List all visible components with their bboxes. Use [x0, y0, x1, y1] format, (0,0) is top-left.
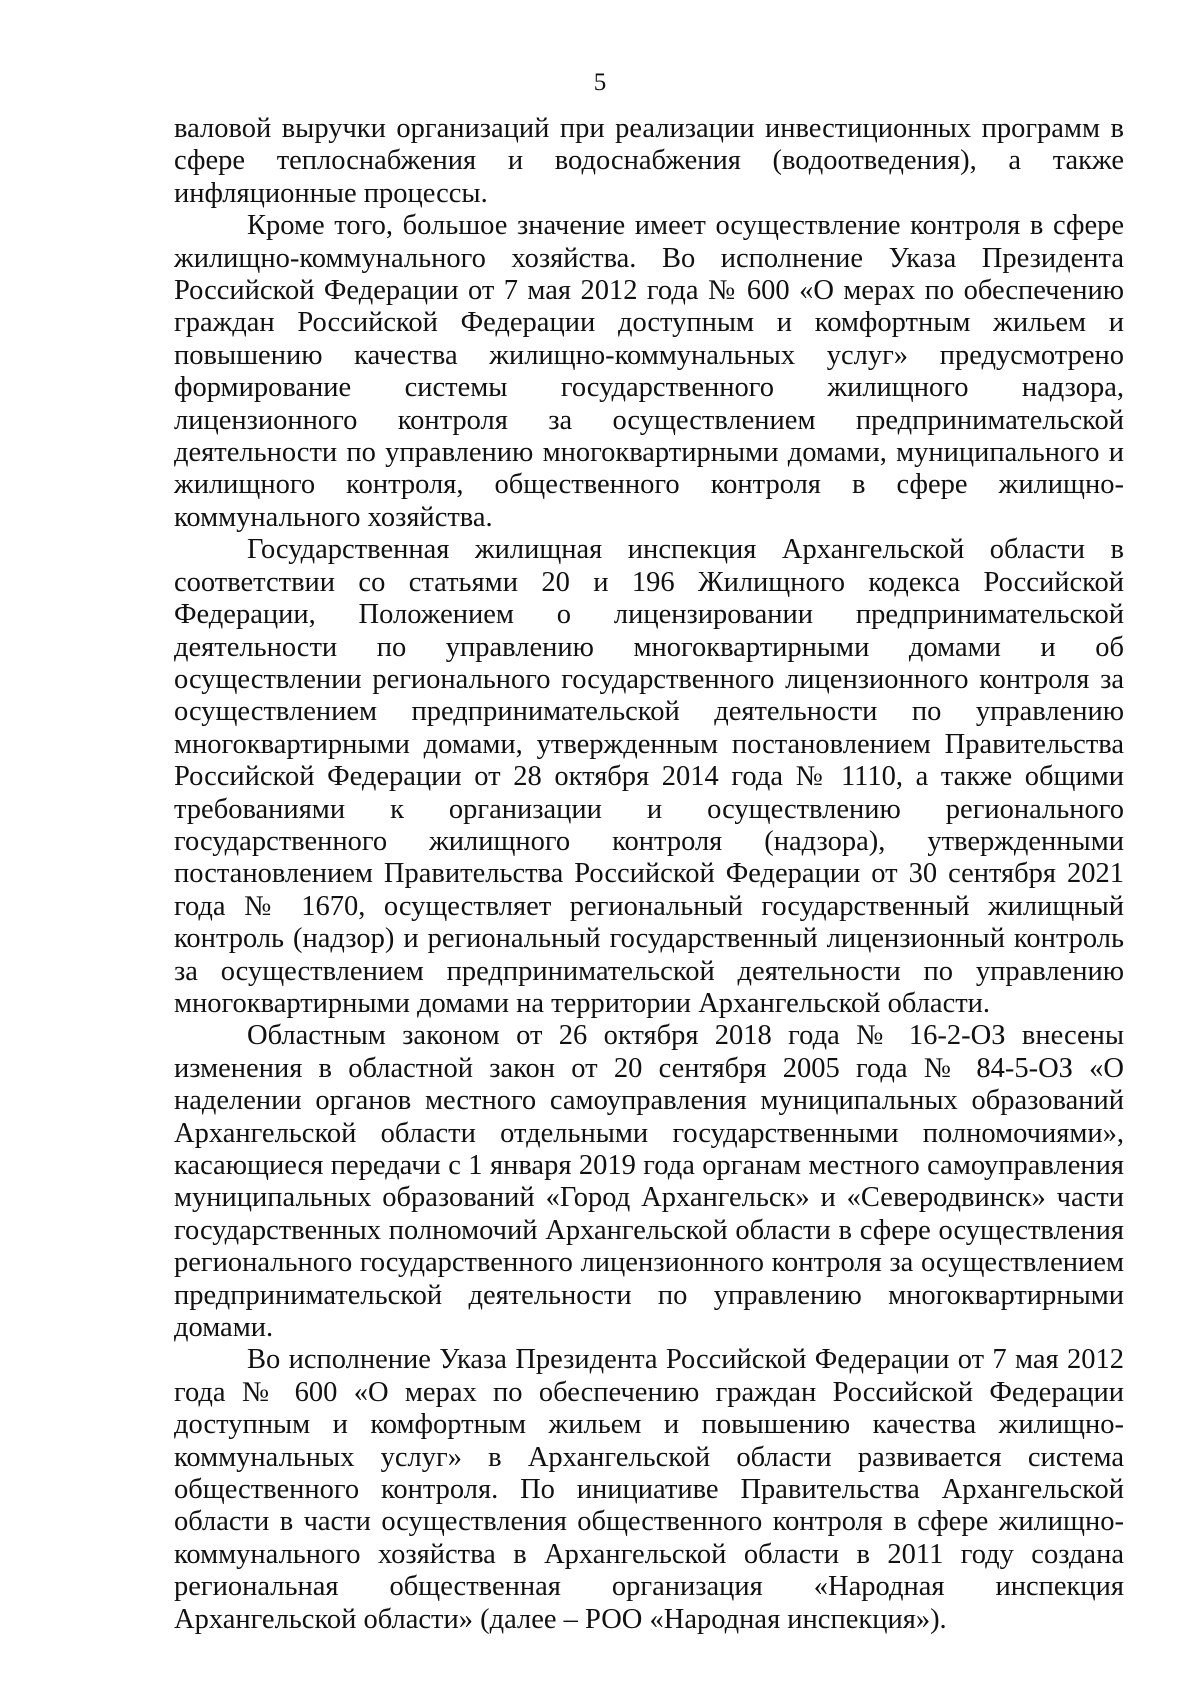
paragraph: Государственная жилищная инспекция Архангельской области в соответствии со статьями 20 и 196 Жилищного кодекса Российской Федерации, Положением о лицензировании предпринимательской деятельности по управлению многоквартирными домами и об осуществлении регионального государственного лицензионного контроля за осуществлением предпринимательской деятельности по управлению многоквартирными домами, утвержденным постановлением Правительства Российской Федерации от 28 октября 2014 года № 1110, а также общими требованиями к организации и осуществлению регионального государственного жилищного контроля (надзора), утвержденными постановлением Правительства Российской Федерации от 30 сентября 2021 года № 1670, осуществляет региональный государственный жилищный контроль (надзор) и региональный государственный лицензионный контроль за осуществлением предпринимательской деятельности по управлению многоквартирными домами на территории Архангельской области.	[174, 534, 1124, 1019]
paragraph: валовой выручки организаций при реализации инвестиционных программ в сфере теплоснабжения и водоснабжения (водоотведения), а также инфляционные процессы.	[174, 113, 1124, 209]
paragraph: Областным законом от 26 октября 2018 года № 16-2-ОЗ внесены изменения в областной закон от 20 сентября 2005 года № 84-5-ОЗ «О наделении органов местного самоуправления муниципальных образований Архангельской области отдельными государственными полномочиями», касающиеся передачи с 1 января 2019 года органам местного самоуправления муниципальных образований «Город Архангельск» и «Северодвинск» части государственных полномочий Архангельской области в сфере осуществления регионального государственного лицензионного контроля за осуществлением предпринимательской деятельности по управлению многоквартирными домами.	[174, 1020, 1124, 1344]
document-body	[174, 113, 1124, 1636]
paragraph: Во исполнение Указа Президента Российской Федерации от 7 мая 2012 года № 600 «О мерах по обеспечению граждан Российской Федерации доступным и комфортным жильем и повышению качества жилищно-коммунальных услуг» в Архангельской области развивается система общественного контроля. По инициативе Правительства Архангельской области в части осуществления общественного контроля в сфере жилищно-коммунального хозяйства в Архангельской области в 2011 году создана региональная общественная организация «Народная инспекция Архангельской области» (далее – РОО «Народная инспекция»).	[174, 1344, 1124, 1635]
paragraph: Кроме того, большое значение имеет осуществление контроля в сфере жилищно-коммунального хозяйства. Во исполнение Указа Президента Российской Федерации от 7 мая 2012 года № 600 «О мерах по обеспечению граждан Российской Федерации доступным и комфортным жильем и повышению качества жилищно-коммунальных услуг» предусмотрено формирование системы государственного жилищного надзора, лицензионного контроля за осуществлением предпринимательской деятельности по управлению многоквартирными домами, муниципального и жилищного контроля, общественного контроля в сфере жилищно-коммунального хозяйства.	[174, 210, 1124, 533]
page-number: 5	[593, 69, 607, 96]
